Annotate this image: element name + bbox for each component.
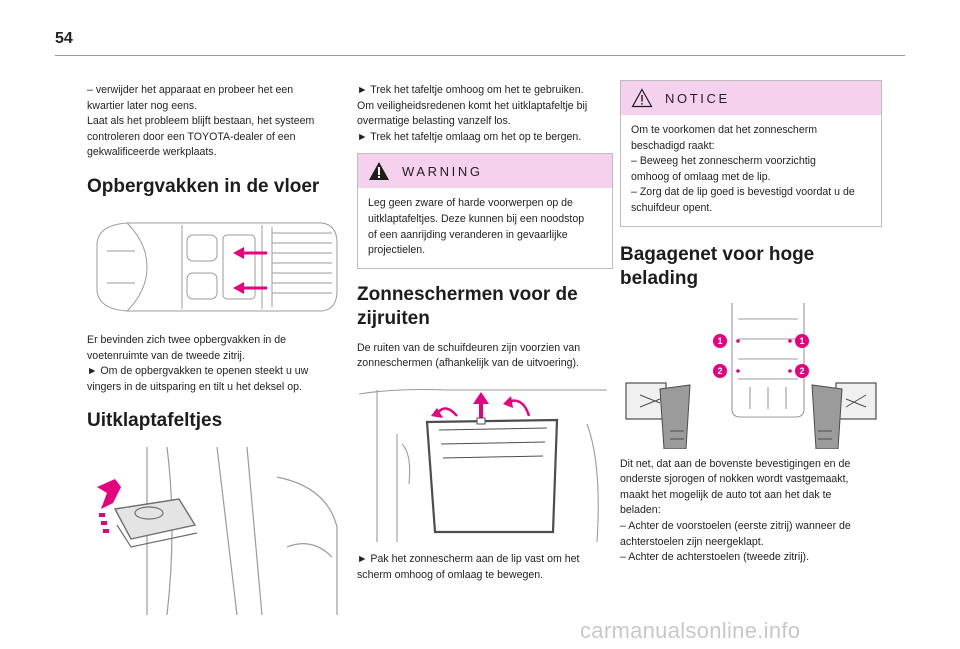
text-line: onderste sjorogen of nokken wordt vastgemaakt,: [620, 473, 849, 486]
text-line: ► Om de opbergvakken te openen steekt u uw: [87, 365, 309, 378]
text-line: projectielen.: [368, 244, 426, 257]
text-line: vingers in de uitsparing en tilt u het deksel op.: [87, 380, 302, 393]
text-line: gekwalificeerde werkplaats.: [87, 146, 217, 159]
text-line: Laat als het probleem blijft bestaan, het systeem: [87, 115, 315, 128]
floor-storage-illustration: [87, 213, 343, 321]
text-line: kwartier later nog eens.: [87, 99, 198, 112]
heading-line: Zonneschermen voor de: [357, 283, 578, 305]
text-line: Dit net, dat aan de bovenste bevestigingen en de: [620, 457, 851, 470]
text-line: uitklaptafeltjes. Deze kunnen bij een noodstop: [368, 212, 585, 225]
text-line: Er bevinden zich twee opbergvakken in de: [87, 333, 287, 346]
page-number: 54: [55, 30, 73, 47]
cargo-net-illustration: [620, 299, 882, 449]
notice-header: [621, 81, 881, 115]
heading-line: zijruiten: [357, 307, 430, 329]
text-line: overmatige belasting vanzelf los.: [357, 115, 511, 128]
text-line: zonneschermen (afhankelijk van de uitvoering).: [357, 357, 580, 370]
column-1: [87, 80, 343, 615]
folding-table-illustration: [87, 447, 343, 615]
text-line: – Achter de voorstoelen (eerste zitrij) wanneer de: [620, 519, 851, 532]
text-line: – verwijder het apparaat en probeer het een: [87, 84, 294, 96]
warning-title: WARNING: [402, 163, 483, 179]
column-3: [620, 80, 882, 566]
notice-triangle-icon: [631, 88, 653, 108]
text-line: ► Pak het zonnescherm aan de lip vast om het: [357, 552, 580, 565]
text-line: schuifdeur opent.: [631, 201, 713, 214]
notice-box: [620, 80, 882, 227]
table-instructions: [357, 83, 613, 145]
text-line: – Beweeg het zonnescherm voorzichtig: [631, 155, 816, 168]
heading-folding-tables: Uitklaptafeltjes: [87, 410, 223, 432]
text-line: De ruiten van de schuifdeuren zijn voorzien van: [357, 341, 581, 354]
text-line: – Achter de achterstoelen (tweede zitrij).: [620, 551, 810, 564]
floor-storage-text: [87, 333, 343, 395]
sunshade-text: [357, 341, 613, 372]
text-line: voetenruimte van de tweede zitrij.: [87, 349, 245, 362]
callout-label: 2: [717, 365, 723, 376]
text-line: ► Trek het tafeltje omlaag om het op te bergen.: [357, 130, 582, 143]
text-line: maakt het mogelijk de auto tot aan het dak te: [620, 488, 832, 501]
text-line: of een aanrijding veranderen in gevaarlijke: [368, 228, 568, 241]
cargo-net-text: [620, 457, 882, 566]
warning-triangle-icon: [368, 161, 390, 181]
heading-cargo-net: [620, 243, 882, 291]
watermark-text: carmanualsonline.info: [580, 618, 801, 643]
text-line: Leg geen zware of harde voorwerpen op de: [368, 197, 573, 210]
callout-label: 2: [799, 365, 805, 376]
intro-text: [87, 83, 343, 161]
text-line: scherm omhoog of omlaag te bewegen.: [357, 568, 544, 581]
text-line: beladen:: [620, 504, 661, 517]
warning-box: [357, 153, 613, 268]
text-line: beschadigd raakt:: [631, 139, 715, 152]
sunshade-instruction: [357, 552, 613, 583]
column-2: [357, 80, 613, 583]
notice-body: [621, 115, 881, 226]
header-divider: [55, 55, 905, 56]
heading-sunshades: [357, 283, 613, 331]
heading-floor-storage: Opbergvakken in de vloer: [87, 175, 320, 197]
text-line: controleren door een TOYOTA-dealer of een: [87, 130, 296, 143]
text-line: achterstoelen zijn neergeklapt.: [620, 535, 764, 548]
text-line: ► Trek het tafeltje omhoog om het te gebruiken.: [357, 84, 584, 96]
text-line: – Zorg dat de lip goed is bevestigd voordat u de: [631, 186, 855, 199]
text-line: Om veiligheidsredenen komt het uitklaptafeltje bij: [357, 99, 588, 112]
warning-header: [358, 154, 612, 188]
heading-line: belading: [620, 267, 699, 289]
callout-label: 1: [717, 335, 723, 346]
text-line: omhoog of omlaag met de lip.: [631, 170, 771, 183]
text-line: Om te voorkomen dat het zonnescherm: [631, 124, 818, 136]
callout-label: 1: [799, 335, 805, 346]
sunshade-illustration: [357, 384, 613, 542]
heading-line: Bagagenet voor hoge: [620, 243, 815, 265]
notice-title: NOTICE: [665, 90, 730, 106]
warning-body: [358, 188, 612, 267]
